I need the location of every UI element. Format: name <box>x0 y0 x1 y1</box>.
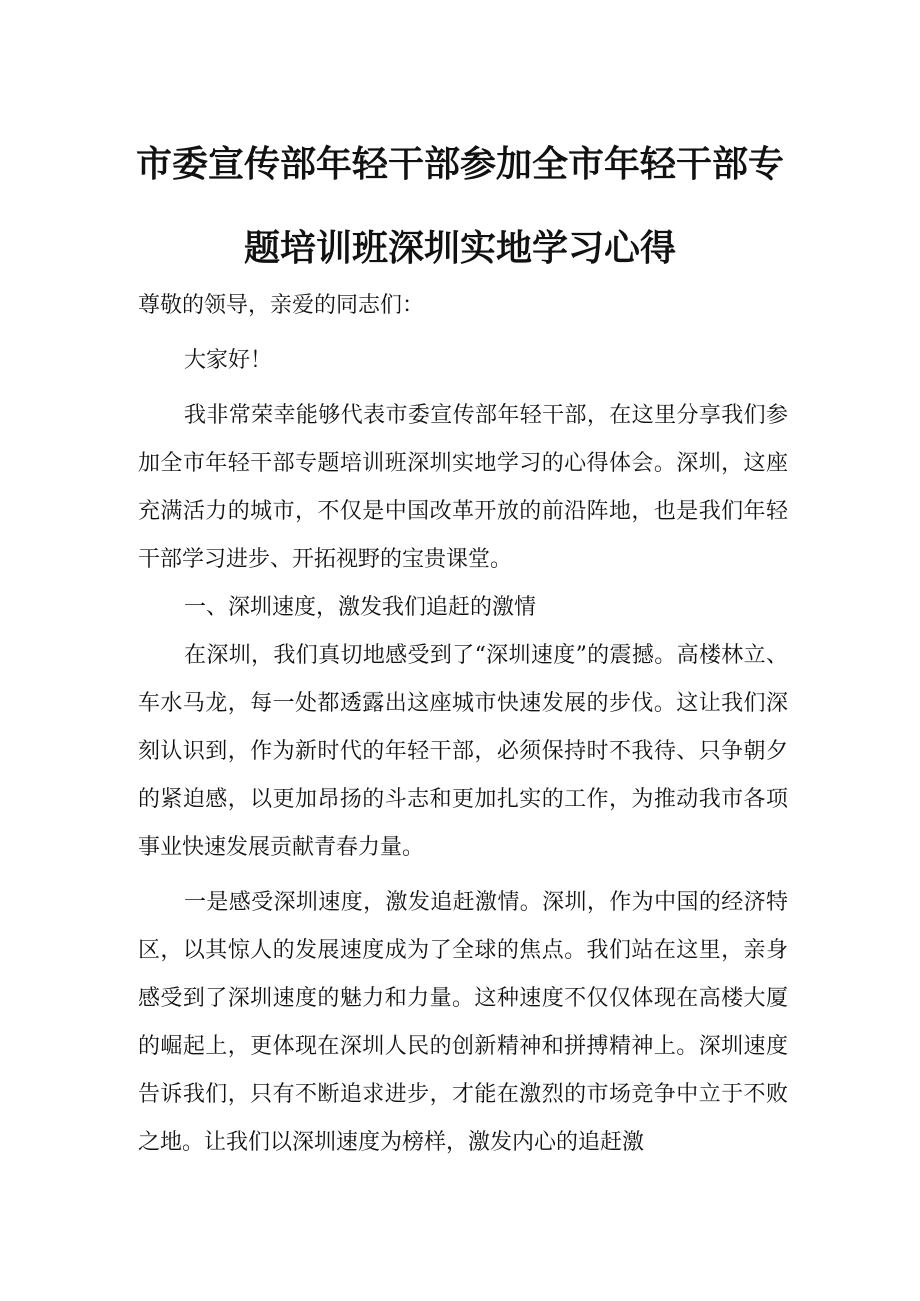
document-title-line-2: 题培训班深圳实地学习心得 <box>243 228 676 269</box>
document-body <box>138 282 788 1167</box>
section-heading-1: 一、深圳速度，激发我们追赶的激情 <box>184 595 537 620</box>
paragraph-point-1: 一是感受深圳速度，激发追赶激情。深圳，作为中国的经济特区，以其惊人的发展速度成为了全球的焦点。我们站在这里，亲身感受到了深圳速度的魅力和力量。这种速度不仅仅体现在高楼大厦的崛起上，更体现在深圳人民的创新精神和拼搏精神上。深圳速度告诉我们，只有不断追求进步，才能在激烈的市场竞争中立于不败之地。让我们以深圳速度为榜样，激发内心的追赶激 <box>138 890 788 1155</box>
paragraph-shenzhen-speed: 在深圳，我们真切地感受到了“深圳速度”的震撼。高楼林立、车水马龙，每一处都透露出这座城市快速发展的步伐。这让我们深刻认识到，作为新时代的年轻干部，必须保持时不我待、只争朝夕的紧迫感，以更加昂扬的斗志和更加扎实的工作，为推动我市各项事业快速发展贡献青春力量。 <box>138 643 788 860</box>
salutation: 尊敬的领导，亲爱的同志们： <box>138 293 425 318</box>
greeting: 大家好！ <box>184 348 273 373</box>
paragraph-intro: 我非常荣幸能够代表市委宣传部年轻干部，在这里分享我们参加全市年轻干部专题培训班深圳实地学习的心得体会。深圳，这座充满活力的城市，不仅是中国改革开放的前沿阵地，也是我们年轻干部学习进步、开拓视野的宝贵课堂。 <box>138 403 788 572</box>
document-title-line-1: 市委宣传部年轻干部参加全市年轻干部专 <box>135 144 784 185</box>
